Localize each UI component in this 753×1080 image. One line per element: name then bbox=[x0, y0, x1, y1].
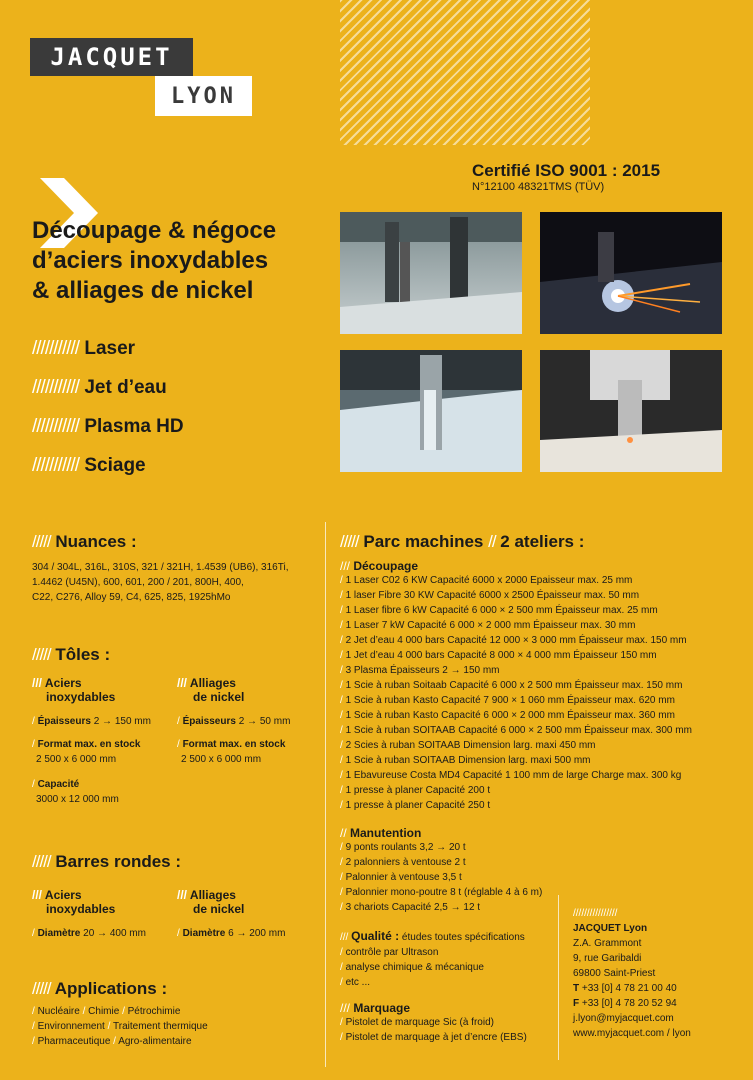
contact-address: 69800 Saint-Priest bbox=[573, 968, 656, 979]
contact-divider bbox=[558, 895, 559, 1060]
headline-line: d’aciers inoxydables bbox=[32, 247, 269, 274]
toles-col-inox bbox=[32, 676, 172, 807]
list-item: / 1 laser Fibre 30 KW Capacité 6000 x 2500 Épaisseur max. 50 mm bbox=[340, 590, 640, 601]
list-item: / 1 Scie à ruban Kasto Capacité 7 900 × 1 060 mm Épaisseur max. 620 mm bbox=[340, 695, 675, 706]
list-item: / 1 Ebavureuse Costa MD4 Capacité 1 100 mm de large Charge max. 300 kg bbox=[340, 770, 682, 781]
hatch-decoration bbox=[340, 0, 590, 145]
list-item: / etc ... bbox=[340, 977, 371, 988]
slash-prefix: ///// bbox=[32, 979, 51, 998]
col-title: inoxydables bbox=[46, 690, 116, 704]
decoupage-list bbox=[340, 573, 692, 813]
slash-prefix: ///// bbox=[32, 852, 51, 871]
marquage-block bbox=[340, 1001, 555, 1045]
qualite-list bbox=[340, 945, 555, 990]
contact-email[interactable]: j.lyon@myjacquet.com bbox=[573, 1013, 674, 1024]
qualite-title: /// Qualité : études toutes spécifications bbox=[340, 929, 525, 943]
list-item: / contrôle par Ultrason bbox=[340, 947, 439, 958]
nuances-heading bbox=[32, 532, 137, 552]
format-value: 2 500 x 6 000 mm bbox=[181, 754, 262, 765]
list-item: / 3 Plasma Épaisseurs 2 → 150 mm bbox=[340, 665, 500, 676]
applications-row: / Nucléaire / Chimie / Pétrochimie bbox=[32, 1006, 181, 1017]
list-item: / 2 Jet d’eau 4 000 bars Capacité 12 000 × 3 000 mm Épaisseur max. 150 mm bbox=[340, 635, 687, 646]
diameter: / Diamètre 6 → 200 mm bbox=[177, 928, 286, 939]
applications-row: / Pharmaceutique / Agro-alimentaire bbox=[32, 1036, 192, 1047]
toles-col-nickel bbox=[177, 676, 317, 767]
process-label: Jet d’eau bbox=[84, 377, 167, 398]
col-title: /// Aciers bbox=[32, 888, 82, 902]
barres-col-inox bbox=[32, 888, 172, 941]
process-sciage bbox=[32, 455, 146, 477]
slash-prefix: /////////// bbox=[32, 377, 80, 398]
format-label: / Format max. en stock bbox=[32, 739, 141, 750]
process-label: Sciage bbox=[84, 455, 146, 476]
capacity-value: 3000 x 12 000 mm bbox=[36, 794, 119, 805]
waterjet-cutting-photo bbox=[340, 350, 522, 472]
slash-prefix: ///// bbox=[32, 532, 51, 551]
applications-row: / Environnement / Traitement thermique bbox=[32, 1021, 208, 1032]
nuances-list bbox=[32, 560, 288, 605]
diameter: / Diamètre 20 → 400 mm bbox=[32, 928, 146, 939]
list-item: / 9 ponts roulants 3,2 → 20 t bbox=[340, 842, 466, 853]
slash-prefix: /////////// bbox=[32, 455, 80, 476]
format-label: / Format max. en stock bbox=[177, 739, 286, 750]
contact-web[interactable]: www.myjacquet.com / lyon bbox=[573, 1028, 691, 1039]
process-laser bbox=[32, 338, 135, 360]
section-title: Nuances : bbox=[55, 532, 137, 551]
contact-slashes: //////////////// bbox=[573, 908, 618, 919]
list-item: / 1 Laser C02 6 KW Capacité 6000 x 2000 Epaisseur max. 25 mm bbox=[340, 575, 633, 586]
section-title: Applications : bbox=[54, 979, 168, 998]
iso-title: Certifié ISO 9001 : 2015 bbox=[472, 161, 661, 180]
list-item: / 1 Laser 7 kW Capacité 6 000 × 2 000 mm Épaisseur max. 30 mm bbox=[340, 620, 636, 631]
manutention-title: // Manutention bbox=[340, 826, 422, 840]
slash-prefix: ///// bbox=[32, 645, 51, 664]
list-item: / 3 chariots Capacité 2,5 → 12 t bbox=[340, 902, 481, 913]
headline-line: Découpage & négoce bbox=[32, 217, 277, 244]
nuances-line: 1.4462 (U45N), 600, 601, 200 / 201, 800H, 400, bbox=[32, 577, 244, 588]
list-item: / Palonnier mono-poutre 8 t (réglable 4 à 6 m) bbox=[340, 887, 543, 898]
col-title: de nickel bbox=[193, 690, 245, 704]
list-item: / 1 presse à planer Capacité 200 t bbox=[340, 785, 491, 796]
plasma-cutting-photo bbox=[540, 212, 722, 334]
slash-prefix: /////////// bbox=[32, 338, 80, 359]
section-title-2: 2 ateliers : bbox=[500, 532, 585, 551]
barres-heading bbox=[32, 852, 181, 872]
marquage-title: /// Marquage bbox=[340, 1001, 411, 1015]
thickness: / Épaisseurs 2 → 50 mm bbox=[177, 716, 291, 727]
section-title: Barres rondes : bbox=[55, 852, 182, 871]
contact-address: Z.A. Grammont bbox=[573, 938, 642, 949]
list-item: / analyse chimique & mécanique bbox=[340, 962, 484, 973]
contact-fax: F +33 [0] 4 78 20 52 94 bbox=[573, 998, 677, 1009]
list-item: / 1 Scie à ruban SOITAAB Capacité 6 000 × 2 500 mm Épaisseur max. 300 mm bbox=[340, 725, 692, 736]
column-divider bbox=[325, 522, 326, 1067]
laser-cutting-photo bbox=[340, 212, 522, 334]
list-item: / 1 Scie à ruban SOITAAB Dimension larg. maxi 500 mm bbox=[340, 755, 591, 766]
list-item: / Pistolet de marquage Sic (à froid) bbox=[340, 1017, 494, 1028]
qualite-block bbox=[340, 929, 555, 990]
col-title: /// Alliages bbox=[177, 888, 236, 902]
process-label: Plasma HD bbox=[84, 416, 184, 437]
col-title: /// Alliages bbox=[177, 676, 236, 690]
section-title: Tôles : bbox=[55, 645, 111, 664]
manutention-block bbox=[340, 826, 542, 915]
list-item: / 1 Laser fibre 6 kW Capacité 6 000 × 2 500 mm Épaisseur max. 25 mm bbox=[340, 605, 658, 616]
logo-lyon: LYON bbox=[155, 76, 252, 116]
nuances-line: C22, C276, Alloy 59, C4, 625, 825, 1925hMo bbox=[32, 592, 231, 603]
list-item: / Palonnier à ventouse 3,5 t bbox=[340, 872, 462, 883]
list-item: / Pistolet de marquage à jet d’encre (EBS) bbox=[340, 1032, 527, 1043]
process-label: Laser bbox=[84, 338, 136, 359]
contact-address: 9, rue Garibaldi bbox=[573, 953, 642, 964]
list-item: / 1 presse à planer Capacité 250 t bbox=[340, 800, 491, 811]
toles-heading bbox=[32, 645, 110, 665]
slash-sep: // bbox=[488, 532, 496, 551]
contact-block bbox=[573, 906, 691, 1041]
col-title: /// Aciers bbox=[32, 676, 82, 690]
decoupage-block bbox=[340, 559, 692, 813]
slash-prefix: /////////// bbox=[32, 416, 80, 437]
list-item: / 1 Jet d’eau 4 000 bars Capacité 8 000 × 4 000 mm Épaisseur 150 mm bbox=[340, 650, 657, 661]
thickness: / Épaisseurs 2 → 150 mm bbox=[32, 716, 151, 727]
contact-name: JACQUET Lyon bbox=[573, 923, 648, 934]
list-item: / 2 palonniers à ventouse 2 t bbox=[340, 857, 466, 868]
applications-list bbox=[32, 1004, 208, 1049]
list-item: / 1 Scie à ruban Soitaab Capacité 6 000 x 2 500 mm Épaisseur max. 150 mm bbox=[340, 680, 683, 691]
contact-tel: T +33 [0] 4 78 21 00 40 bbox=[573, 983, 677, 994]
section-title: Parc machines bbox=[363, 532, 484, 551]
decoupage-title: /// Découpage bbox=[340, 559, 419, 573]
parc-heading bbox=[340, 532, 584, 552]
process-jet-eau bbox=[32, 377, 167, 399]
process-plasma bbox=[32, 416, 184, 438]
manutention-list bbox=[340, 840, 542, 915]
headline bbox=[32, 216, 332, 306]
list-item: / 2 Scies à ruban SOITAAB Dimension larg. maxi 450 mm bbox=[340, 740, 596, 751]
list-item: / 1 Scie à ruban Kasto Capacité 6 000 × 2 000 mm Épaisseur max. 360 mm bbox=[340, 710, 675, 721]
headline-line: & alliages de nickel bbox=[32, 277, 254, 304]
laser-head-photo bbox=[540, 350, 722, 472]
format-value: 2 500 x 6 000 mm bbox=[36, 754, 117, 765]
nuances-line: 304 / 304L, 316L, 310S, 321 / 321H, 1.4539 (UB6), 316Ti, bbox=[32, 562, 289, 573]
slash-prefix: ///// bbox=[340, 532, 359, 551]
col-title: de nickel bbox=[193, 902, 245, 916]
barres-col-nickel bbox=[177, 888, 317, 941]
col-title: inoxydables bbox=[46, 902, 116, 916]
capacity-label: / Capacité bbox=[32, 779, 80, 790]
applications-heading bbox=[32, 979, 167, 999]
logo-jacquet: JACQUET bbox=[30, 38, 193, 76]
iso-number: N°12100 48321TMS (TÜV) bbox=[472, 181, 605, 193]
marquage-list bbox=[340, 1015, 555, 1045]
